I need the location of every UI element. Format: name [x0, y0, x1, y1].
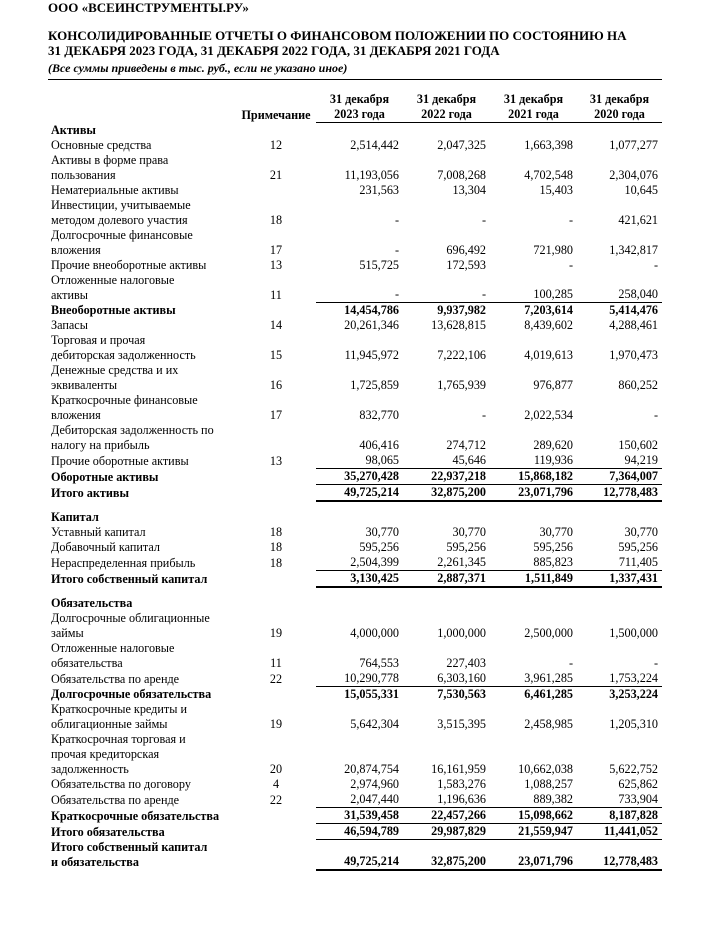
row-label-line: прочая кредиторская — [51, 747, 160, 761]
value-cell: - — [568, 212, 573, 227]
value-cell: 20,261,346 — [344, 318, 399, 332]
value-cell: 595,256 — [446, 540, 486, 554]
value-cell: - — [394, 287, 399, 301]
row-label — [48, 777, 236, 792]
note-cell: 17 — [269, 242, 283, 257]
table-row — [48, 393, 662, 423]
value-cell: 119,936 — [533, 453, 573, 467]
report-subtitle: (Все суммы приведены в тыс. руб., если не указано иное) — [48, 61, 348, 75]
value-cell: 11,441,052 — [577, 824, 662, 840]
value-cell: 1,765,939 — [437, 378, 486, 392]
note-cell: 18 — [269, 555, 283, 570]
value-cell: 2,261,345 — [437, 555, 486, 569]
header-divider — [48, 79, 662, 80]
financial-position-table — [48, 92, 662, 871]
row-label-line: Оборотные активы — [51, 469, 159, 484]
value-cell: 10,645 — [624, 182, 658, 197]
row-label — [48, 510, 236, 525]
note-cell — [236, 824, 316, 840]
row-label-line: пользования — [51, 167, 116, 182]
value-cell: 7,008,268 — [437, 167, 486, 182]
value-cell: 258,040 — [618, 287, 658, 301]
column-header-2020: 31 декабря 2020 года — [577, 92, 662, 123]
value-cell: 12,778,483 — [577, 840, 662, 870]
total-row — [48, 469, 662, 485]
row-label-line: Дебиторская задолженность по — [51, 423, 214, 437]
value-cell: 2,304,076 — [609, 167, 658, 182]
table-row — [48, 228, 662, 258]
value-cell: 6,461,285 — [490, 687, 577, 703]
row-label — [48, 469, 236, 485]
value-cell: 1,088,257 — [524, 777, 573, 791]
value-cell: 3,130,425 — [316, 571, 403, 588]
value-cell: 1,337,431 — [577, 571, 662, 588]
row-label-line: Краткосрочные обязательства — [51, 808, 220, 823]
note-cell: 21 — [269, 167, 283, 182]
value-cell: - — [653, 257, 658, 272]
row-label-line: Долгосрочные облигационные — [51, 611, 210, 625]
row-label — [48, 808, 236, 824]
row-label — [48, 318, 236, 333]
row-label-line: Торговая и прочая — [51, 333, 146, 347]
row-label — [48, 702, 236, 732]
value-cell: 49,725,214 — [316, 840, 403, 870]
note-column-header: Примечание — [241, 107, 311, 122]
value-cell: 289,620 — [533, 438, 573, 452]
table-row — [48, 702, 662, 732]
note-cell: 4 — [272, 777, 280, 791]
value-cell: 7,203,614 — [490, 303, 577, 319]
row-label-line: задолженность — [51, 762, 129, 776]
spacer-row — [48, 501, 662, 510]
row-label — [48, 792, 236, 808]
value-cell: 23,071,796 — [490, 840, 577, 870]
note-cell: 20 — [269, 762, 283, 776]
note-cell — [236, 423, 316, 453]
value-cell: - — [653, 408, 658, 422]
row-label — [48, 198, 236, 228]
value-cell: 5,642,304 — [350, 717, 399, 731]
row-label-line: Активы — [51, 122, 96, 137]
row-label-line: дебиторская задолженность — [51, 348, 196, 362]
note-cell: 13 — [269, 453, 283, 468]
row-label — [48, 153, 236, 183]
row-label-line: Добавочный капитал — [51, 540, 160, 554]
value-cell: 22,937,218 — [403, 469, 490, 485]
value-cell: 11,945,972 — [344, 348, 399, 362]
company-name: ООО «ВСЕИНСТРУМЕНТЫ.РУ» — [48, 0, 249, 15]
value-cell: 21,559,947 — [490, 824, 577, 840]
note-cell: 11 — [270, 287, 282, 302]
table-row — [48, 273, 662, 303]
section-heading-row — [48, 123, 662, 138]
row-label — [48, 840, 236, 870]
row-label — [48, 732, 236, 777]
value-cell: 1,342,817 — [609, 242, 658, 257]
row-label-line: Долгосрочные обязательства — [51, 687, 212, 701]
value-cell: 7,222,106 — [437, 348, 486, 362]
table-row — [48, 525, 662, 540]
value-cell: 227,403 — [446, 656, 486, 670]
value-cell: 832,770 — [359, 408, 399, 422]
value-cell: 733,904 — [618, 792, 658, 806]
row-label-line: обязательства — [51, 656, 123, 670]
value-cell: 13,628,815 — [431, 318, 486, 332]
note-cell — [236, 840, 316, 870]
row-label-line: Обязательства по аренде — [51, 792, 180, 807]
value-cell: 15,403 — [539, 182, 573, 197]
row-label-line: Итого собственный капитал — [51, 572, 208, 586]
value-cell: 1,725,859 — [350, 378, 399, 392]
table-row — [48, 138, 662, 153]
value-cell: 4,288,461 — [609, 318, 658, 332]
note-cell: 18 — [269, 212, 283, 227]
value-cell: 13,304 — [452, 182, 486, 197]
value-cell: 1,077,277 — [609, 137, 658, 152]
row-label — [48, 423, 236, 453]
value-cell: 1,500,000 — [609, 626, 658, 640]
value-cell: 11,193,056 — [344, 167, 399, 182]
value-cell: 3,515,395 — [437, 717, 486, 731]
value-cell: - — [394, 242, 399, 257]
total-row — [48, 571, 662, 588]
value-cell: 15,098,662 — [490, 808, 577, 824]
value-cell: 4,702,548 — [524, 167, 573, 182]
value-cell: 35,270,428 — [316, 469, 403, 485]
row-label — [48, 611, 236, 641]
value-cell: 274,712 — [446, 438, 486, 452]
value-cell: 150,602 — [618, 438, 658, 452]
value-cell: 625,862 — [618, 777, 658, 791]
value-cell: 49,725,214 — [316, 485, 403, 502]
value-cell: 14,454,786 — [316, 303, 403, 319]
row-label — [48, 641, 236, 671]
note-cell: 18 — [269, 540, 283, 554]
table-row — [48, 363, 662, 393]
note-cell: 22 — [269, 792, 283, 807]
value-cell: 98,065 — [365, 453, 399, 467]
value-cell: 595,256 — [618, 540, 658, 554]
row-label-line: Капитал — [51, 510, 99, 524]
table-header — [48, 92, 662, 123]
row-label-line: Нематериальные активы — [51, 182, 179, 197]
value-cell: 6,303,160 — [437, 671, 486, 685]
row-label-line: вложения — [51, 242, 101, 257]
note-cell — [236, 469, 316, 485]
value-cell: - — [481, 408, 486, 422]
row-label-line: Активы в форме права — [51, 152, 169, 167]
value-cell: 885,823 — [533, 555, 573, 569]
value-cell: 30,770 — [539, 525, 573, 539]
row-label — [48, 596, 236, 611]
table-row — [48, 198, 662, 228]
row-label — [48, 485, 236, 502]
table-row — [48, 540, 662, 555]
value-cell: 20,874,754 — [344, 762, 399, 776]
row-label-line: Запасы — [51, 318, 88, 332]
row-label — [48, 138, 236, 153]
row-label — [48, 183, 236, 198]
table-row — [48, 555, 662, 571]
row-label-line: Денежные средства и их — [51, 363, 179, 377]
column-header-2022: 31 декабря 2022 года — [403, 92, 490, 123]
value-cell: 2,514,442 — [350, 137, 399, 152]
value-cell: 515,725 — [359, 257, 399, 272]
value-cell: 1,970,473 — [609, 348, 658, 362]
row-label-line: Прочие внеоборотные активы — [51, 257, 207, 272]
total-row — [48, 840, 662, 870]
note-cell: 12 — [269, 137, 283, 152]
row-label-line: Инвестиции, учитываемые — [51, 197, 191, 212]
value-cell: 31,539,458 — [316, 808, 403, 824]
value-cell: 12,778,483 — [577, 485, 662, 502]
note-cell — [236, 485, 316, 502]
note-cell: 18 — [269, 525, 283, 539]
value-cell: 4,000,000 — [350, 626, 399, 640]
note-cell: 11 — [270, 656, 282, 670]
value-cell: 231,563 — [359, 182, 399, 197]
value-cell: 45,646 — [452, 453, 486, 467]
spacer-row — [48, 587, 662, 596]
note-cell: 15 — [269, 348, 283, 362]
value-cell: 1,511,849 — [490, 571, 577, 588]
value-cell: 23,071,796 — [490, 485, 577, 502]
row-label-line: Внеоборотные активы — [51, 303, 176, 317]
value-cell: 16,161,959 — [431, 762, 486, 776]
table-row — [48, 777, 662, 792]
row-label-line: Итого обязательства — [51, 824, 165, 839]
value-cell: 2,022,534 — [524, 408, 573, 422]
row-label-line: займы — [51, 626, 84, 640]
value-cell: 421,621 — [618, 212, 658, 227]
value-cell: - — [394, 212, 399, 227]
row-label-line: Итого собственный капитал — [51, 839, 208, 854]
row-label-line: Уставный капитал — [51, 525, 146, 539]
value-cell: 30,770 — [365, 525, 399, 539]
row-label-line: Нераспределенная прибыль — [51, 555, 196, 570]
table-row — [48, 792, 662, 808]
note-cell: 22 — [269, 671, 283, 686]
value-cell: 8,439,602 — [524, 318, 573, 332]
row-label-line: Основные средства — [51, 137, 152, 152]
value-cell: 2,887,371 — [403, 571, 490, 588]
row-label — [48, 228, 236, 258]
value-cell: 3,961,285 — [524, 671, 573, 685]
table-row — [48, 318, 662, 333]
row-label-line: Краткосрочные кредиты и — [51, 702, 187, 716]
value-cell: 1,753,224 — [609, 671, 658, 685]
row-label — [48, 540, 236, 555]
table-row — [48, 453, 662, 469]
value-cell: 2,504,399 — [350, 555, 399, 569]
value-cell: - — [568, 656, 573, 670]
value-cell: 10,662,038 — [518, 762, 573, 776]
total-row — [48, 808, 662, 824]
row-label-line: Итого активы — [51, 486, 129, 500]
note-cell — [236, 687, 316, 703]
value-cell: 100,285 — [533, 287, 573, 301]
row-label-line: вложения — [51, 408, 101, 422]
row-label — [48, 333, 236, 363]
value-cell: 1,000,000 — [437, 626, 486, 640]
value-cell: 15,868,182 — [490, 469, 577, 485]
value-cell: 172,593 — [446, 257, 486, 272]
value-cell: 94,219 — [624, 453, 658, 467]
row-label-line: Краткосрочная торговая и — [51, 732, 186, 746]
section-heading-row — [48, 510, 662, 525]
table-row — [48, 423, 662, 453]
value-cell: 7,364,007 — [577, 469, 662, 485]
value-cell: 711,405 — [618, 555, 658, 569]
value-cell: 595,256 — [533, 540, 573, 554]
value-cell: 2,047,440 — [350, 792, 399, 806]
total-row — [48, 824, 662, 840]
value-cell: 5,622,752 — [609, 762, 658, 776]
value-cell: 2,458,985 — [524, 717, 573, 731]
row-label — [48, 363, 236, 393]
row-label — [48, 123, 236, 138]
section-heading-row — [48, 596, 662, 611]
row-label — [48, 453, 236, 469]
row-label — [48, 555, 236, 571]
row-label — [48, 824, 236, 840]
row-label-line: облигационные займы — [51, 717, 168, 731]
table-row — [48, 183, 662, 198]
value-cell: 1,663,398 — [524, 137, 573, 152]
value-cell: 1,196,636 — [437, 792, 486, 806]
value-cell: - — [653, 656, 658, 670]
report-title-line-2: 31 ДЕКАБРЯ 2023 ГОДА, 31 ДЕКАБРЯ 2022 ГОДА, 31 ДЕКАБРЯ 2021 ГОДА — [48, 43, 500, 58]
value-cell: 9,937,982 — [403, 303, 490, 319]
row-label-line: Долгосрочные финансовые — [51, 227, 193, 242]
row-label — [48, 258, 236, 273]
row-label — [48, 687, 236, 703]
value-cell: 10,290,778 — [344, 671, 399, 685]
row-label-line: Отложенные налоговые — [51, 272, 175, 287]
value-cell: 595,256 — [359, 540, 399, 554]
row-label-line: Прочие оборотные активы — [51, 453, 189, 468]
value-cell: 32,875,200 — [403, 485, 490, 502]
value-cell: 889,382 — [533, 792, 573, 806]
value-cell: 4,019,613 — [524, 348, 573, 362]
row-label-line: Краткосрочные финансовые — [51, 393, 198, 407]
row-label — [48, 273, 236, 303]
total-row — [48, 303, 662, 319]
value-cell: 8,187,828 — [577, 808, 662, 824]
value-cell: 2,047,325 — [437, 137, 486, 152]
note-cell: 16 — [269, 378, 283, 392]
value-cell: 3,253,224 — [577, 687, 662, 703]
table-row — [48, 671, 662, 687]
note-cell — [236, 303, 316, 319]
note-cell — [236, 808, 316, 824]
note-cell: 14 — [269, 318, 283, 332]
row-label-line: Обязательства по договору — [51, 777, 191, 791]
value-cell: 406,416 — [359, 438, 399, 452]
column-header-2023: 31 декабря 2023 года — [316, 92, 403, 123]
value-cell: 22,457,266 — [403, 808, 490, 824]
value-cell: - — [481, 287, 486, 301]
value-cell: 46,594,789 — [316, 824, 403, 840]
note-cell: 17 — [269, 408, 283, 422]
table-row — [48, 641, 662, 671]
value-cell: 696,492 — [446, 242, 486, 257]
value-cell: 976,877 — [533, 378, 573, 392]
table-row — [48, 258, 662, 273]
value-cell: 1,583,276 — [437, 777, 486, 791]
row-label-line: Отложенные налоговые — [51, 641, 175, 655]
table-row — [48, 611, 662, 641]
row-label — [48, 303, 236, 319]
row-label-line: активы — [51, 287, 88, 302]
row-label-line: эквиваленты — [51, 378, 118, 392]
value-cell: 2,974,960 — [350, 777, 399, 791]
note-cell — [236, 183, 316, 198]
value-cell: 5,414,476 — [577, 303, 662, 319]
row-label-line: налогу на прибыль — [51, 438, 150, 452]
row-label-line: Обязательства — [51, 596, 133, 610]
column-header-2021: 31 декабря 2021 года — [490, 92, 577, 123]
value-cell: 7,530,563 — [403, 687, 490, 703]
row-label-line: и обязательства — [51, 854, 139, 869]
table-body — [48, 123, 662, 870]
value-cell: 29,987,829 — [403, 824, 490, 840]
total-row — [48, 485, 662, 502]
value-cell: 2,500,000 — [524, 626, 573, 640]
report-title-line-1: КОНСОЛИДИРОВАННЫЕ ОТЧЕТЫ О ФИНАНСОВОМ ПОЛОЖЕНИИ ПО СОСТОЯНИЮ НА — [48, 28, 627, 43]
value-cell: - — [481, 212, 486, 227]
value-cell: 860,252 — [618, 378, 658, 392]
value-cell: 1,205,310 — [609, 717, 658, 731]
table-row — [48, 153, 662, 183]
report-title — [48, 28, 627, 58]
value-cell: 32,875,200 — [403, 840, 490, 870]
value-cell: 15,055,331 — [316, 687, 403, 703]
value-cell: - — [568, 257, 573, 272]
note-cell: 13 — [269, 257, 283, 272]
row-label-line: Обязательства по аренде — [51, 671, 180, 686]
row-label-line: методом долевого участия — [51, 212, 188, 227]
value-cell: 30,770 — [624, 525, 658, 539]
note-cell: 19 — [269, 717, 283, 731]
table-row — [48, 732, 662, 777]
note-cell: 19 — [269, 626, 283, 640]
row-label — [48, 671, 236, 687]
table-row — [48, 333, 662, 363]
value-cell: 721,980 — [533, 242, 573, 257]
value-cell: 764,553 — [359, 656, 399, 670]
row-label — [48, 525, 236, 540]
row-label — [48, 393, 236, 423]
value-cell: 30,770 — [452, 525, 486, 539]
total-row — [48, 687, 662, 703]
note-cell — [236, 571, 316, 588]
row-label — [48, 571, 236, 588]
